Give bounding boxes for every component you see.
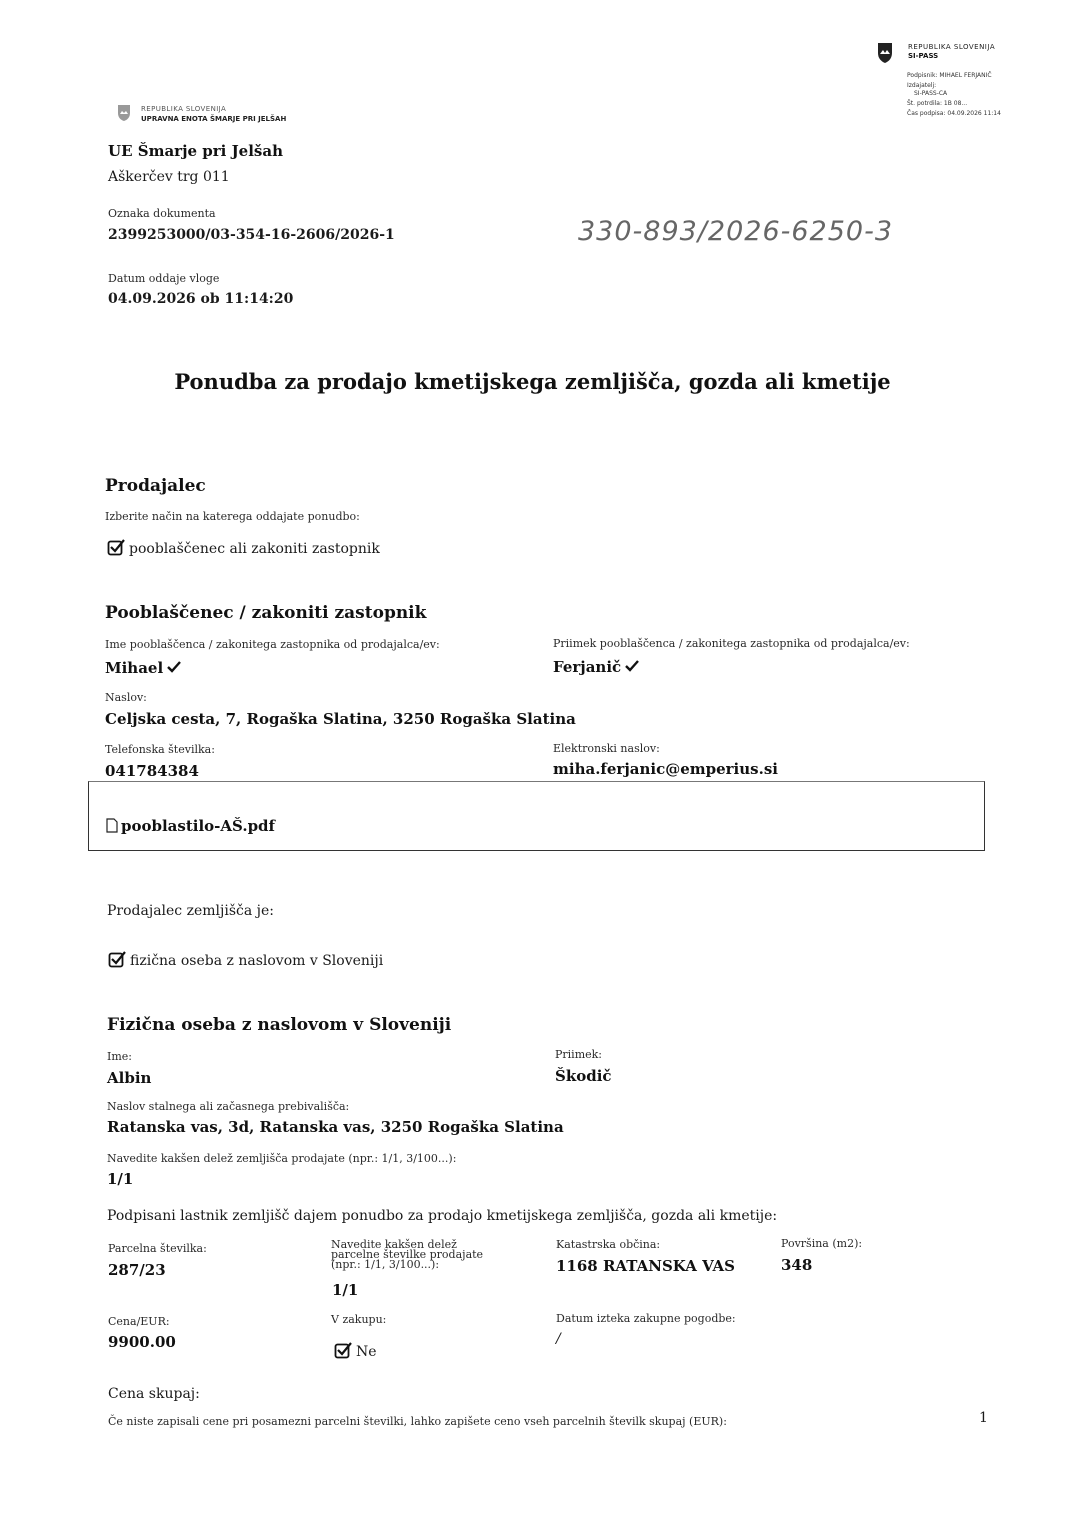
person-last-name-label: Priimek:: [555, 1048, 603, 1061]
attachment-link[interactable]: [106, 817, 275, 837]
stamp-line: Izdajatelj:: [907, 82, 937, 89]
seller-type-choice-label: fizična oseba z naslovom v Sloveniji: [130, 953, 384, 969]
person-last-name: Škodič: [555, 1067, 612, 1085]
person-address: Ratanska vas, 3d, Ratanska vas, 3250 Rogaška Slatina: [107, 1118, 564, 1136]
agent-first-name-value: Mihael: [105, 659, 164, 677]
date-label: Datum oddaje vloge: [108, 272, 220, 285]
page-number: 1: [979, 1410, 988, 1426]
agent-last-name: [553, 658, 639, 676]
seller-choice-label: pooblaščenec ali zakoniti zastopnik: [129, 541, 380, 557]
attachment-name: pooblastilo-AŠ.pdf: [121, 817, 275, 835]
area-value: 348: [781, 1256, 813, 1274]
parcel-number: 287/23: [108, 1261, 166, 1279]
document-icon: [106, 818, 118, 837]
person-address-label: Naslov stalnega ali začasnega prebivališča:: [107, 1100, 350, 1113]
office-address: Aškerčev trg 011: [108, 169, 230, 185]
lease-label: V zakupu:: [331, 1313, 387, 1326]
stamp-line: Podpisnik: MIHAEL FERJANIČ: [907, 72, 992, 79]
lease-end-value: /: [556, 1331, 561, 1347]
agent-first-name-label: Ime pooblaščenca / zakonitega zastopnika od prodajalca/ev:: [105, 638, 440, 651]
agent-address: Celjska cesta, 7, Rogaška Slatina, 3250 Rogaška Slatina: [105, 710, 576, 728]
lease-choice[interactable]: [334, 1341, 377, 1360]
agent-email-label: Elektronski naslov:: [553, 742, 660, 755]
area-label: Površina (m2):: [781, 1237, 863, 1250]
attachment-box: [88, 781, 985, 851]
person-share-label: Navedite kakšen delež zemljišča prodajate (npr.: 1/1, 3/100...):: [107, 1152, 457, 1165]
person-share: 1/1: [107, 1170, 134, 1188]
agent-last-name-label: Priimek pooblaščenca / zakonitega zastopnika od prodajalca/ev:: [553, 637, 910, 650]
agency-country: REPUBLIKA SLOVENIJA: [141, 105, 227, 113]
handwritten-number: 330-893/2026-6250-3: [578, 216, 893, 247]
checkbox-checked-icon: [107, 538, 125, 556]
stamp-line: Št. potrdila: 1B 08...: [907, 100, 968, 107]
seller-type-label: Prodajalec zemljišča je:: [107, 903, 274, 919]
coat-of-arms-icon: [117, 104, 131, 126]
stamp-system: SI-PASS: [908, 52, 939, 60]
parcel-share-label: Navedite kakšen delež parcelne številke prodajate (npr.: 1/1, 3/100...):: [331, 1238, 484, 1271]
stamp-line: SI-PASS-CA: [914, 90, 948, 97]
date-value: 04.09.2026 ob 11:14:20: [108, 291, 294, 307]
offer-statement: Podpisani lastnik zemljišč dajem ponudbo za prodajo kmetijskega zemljišča, gozda ali kmetije:: [107, 1208, 778, 1224]
doc-number: 2399253000/03-354-16-2606/2026-1: [108, 227, 395, 243]
page-title: Ponudba za prodajo kmetijskega zemljišča, gozda ali kmetije: [174, 369, 891, 394]
agent-address-label: Naslov:: [105, 691, 147, 704]
stamp-line: Čas podpisa: 04.09.2026 11:14: [907, 110, 1001, 117]
stamp-country: REPUBLIKA SLOVENIJA: [908, 43, 996, 51]
person-first-name: Albin: [107, 1069, 152, 1087]
agent-email: miha.ferjanic@emperius.si: [553, 760, 778, 778]
cadastre-label: Katastrska občina:: [556, 1238, 661, 1251]
agent-last-name-value: Ferjanič: [553, 658, 622, 676]
parcel-share: 1/1: [332, 1281, 359, 1299]
price-value: 9900.00: [108, 1333, 176, 1351]
agent-phone-label: Telefonska številka:: [105, 743, 215, 756]
seller-choose-label: Izberite način na katerega oddajate ponudbo:: [105, 510, 360, 523]
doc-number-label: Oznaka dokumenta: [108, 207, 216, 220]
person-heading: Fizična oseba z naslovom v Sloveniji: [107, 1015, 452, 1035]
agent-first-name: [105, 659, 181, 677]
parcel-label: Parcelna številka:: [108, 1242, 207, 1255]
person-first-name-label: Ime:: [107, 1050, 132, 1063]
check-icon: [167, 660, 181, 674]
checkbox-checked-icon: [334, 1341, 352, 1359]
agent-phone: 041784384: [105, 762, 199, 780]
seller-heading: Prodajalec: [105, 476, 206, 496]
check-icon: [625, 659, 639, 673]
seller-type-choice[interactable]: [108, 950, 383, 969]
lease-choice-label: Ne: [356, 1344, 377, 1360]
lease-end-label: Datum izteka zakupne pogodbe:: [556, 1312, 736, 1325]
total-label: Cena skupaj:: [108, 1386, 200, 1402]
cadastre-value: 1168 RATANSKA VAS: [556, 1257, 736, 1275]
total-note: Če niste zapisali cene pri posamezni parcelni številki, lahko zapišete ceno vseh parcelnih številk skupaj (EUR):: [108, 1415, 727, 1428]
agency-name: UPRAVNA ENOTA ŠMARJE PRI JELŠAH: [141, 115, 287, 123]
checkbox-checked-icon: [108, 950, 126, 968]
office-name: UE Šmarje pri Jelšah: [108, 142, 283, 160]
seller-choice[interactable]: [107, 538, 380, 557]
price-label: Cena/EUR:: [108, 1315, 170, 1328]
agent-heading: Pooblaščenec / zakoniti zastopnik: [105, 603, 427, 623]
coat-of-arms-icon: [876, 42, 894, 68]
